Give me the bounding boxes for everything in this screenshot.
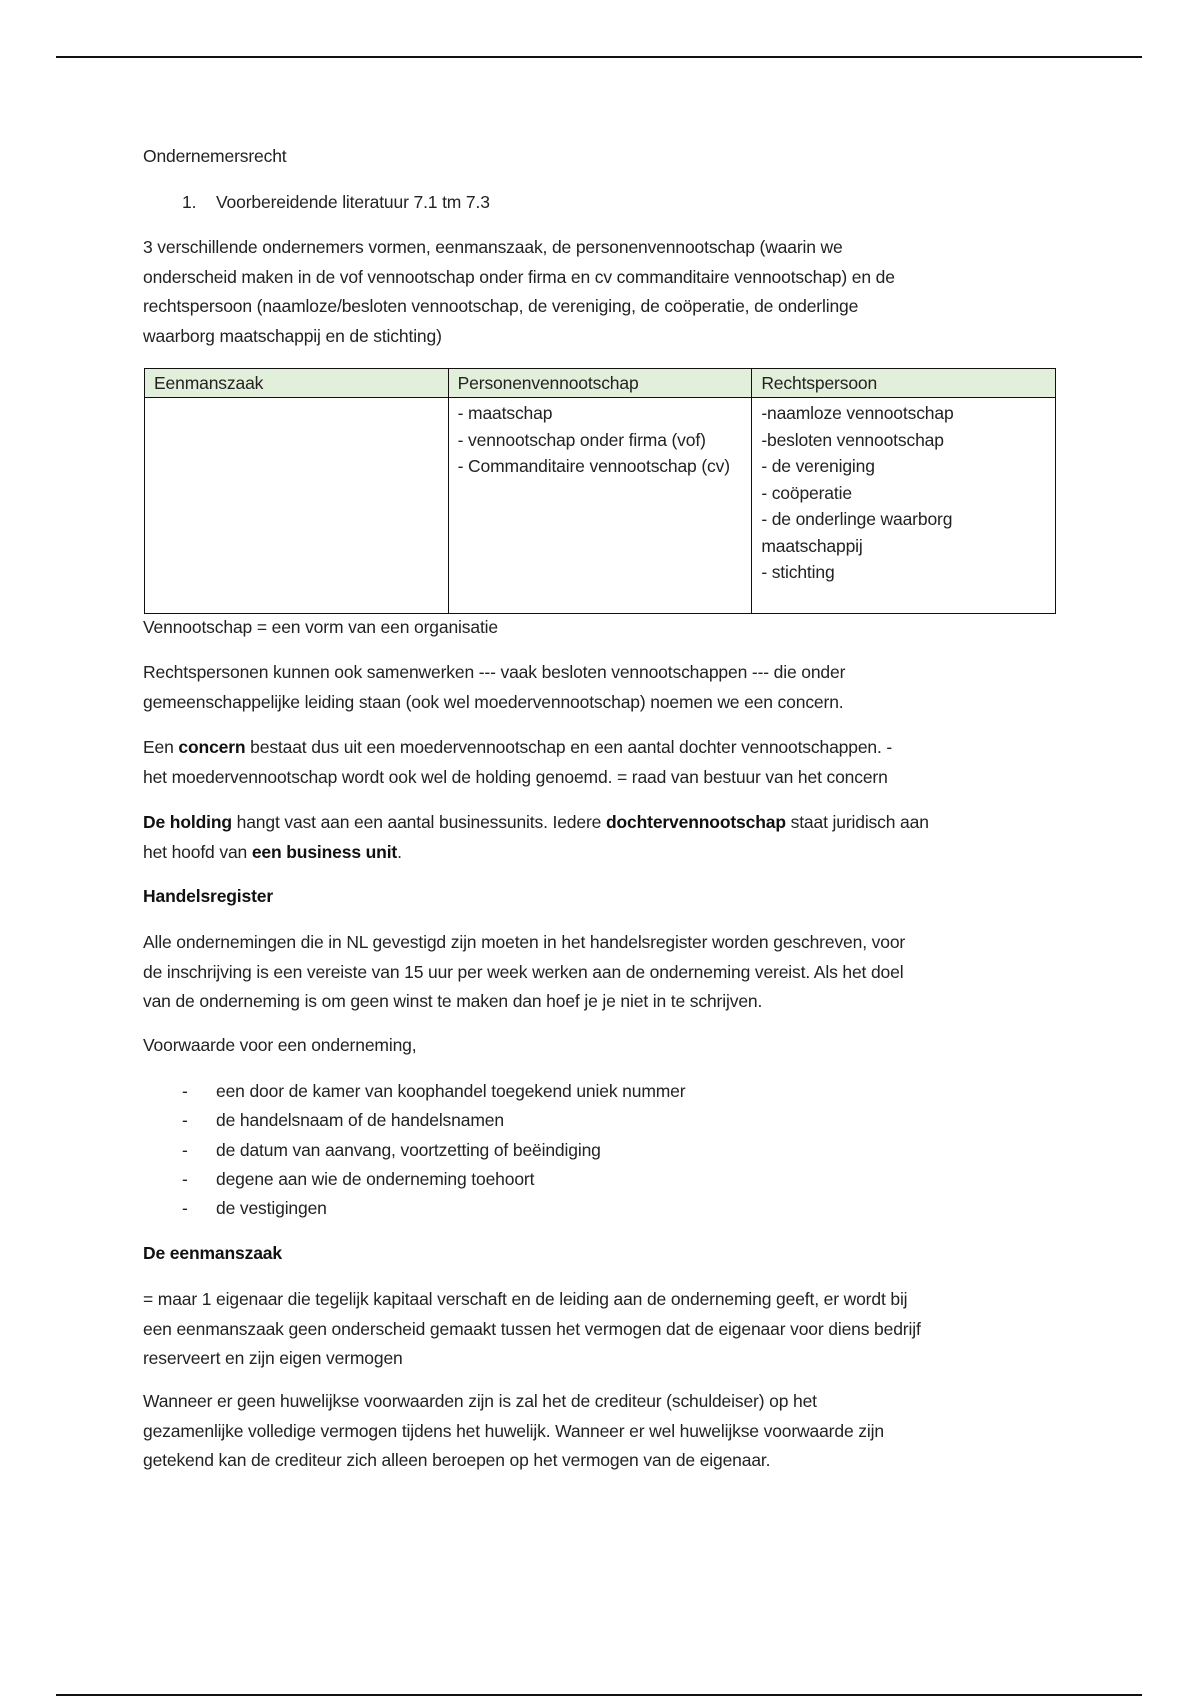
cell-item: - vennootschap onder firma (vof) [457, 429, 706, 450]
bullet-text: de handelsnaam of de handelsnamen [216, 1110, 504, 1131]
text-line: = maar 1 eigenaar die tegelijk kapitaal verschaft en de leiding aan de onderneming geeft, er wordt bij [143, 1289, 908, 1309]
bold-text: De holding [143, 812, 232, 832]
text-line: 3 verschillende ondernemers vormen, eenmanszaak, de personenvennootschap (waarin we [143, 237, 843, 257]
list-text: Voorbereidende literatuur 7.1 tm 7.3 [216, 192, 490, 212]
text-line: getekend kan de crediteur zich alleen beroepen op het vermogen van de eigenaar. [143, 1450, 771, 1470]
text-line: een eenmanszaak geen onderscheid gemaakt tussen het vermogen dat de eigenaar voor diens bedrijf [143, 1318, 921, 1339]
header-rule [56, 56, 1142, 58]
text: het hoofd van [143, 841, 252, 862]
text-line: rechtspersoon (naamloze/besloten vennootschap, de vereniging, de coöperatie, de onderlinge [143, 296, 859, 316]
text-line [143, 838, 929, 868]
cell-personenvennootschap [448, 398, 752, 614]
holding-paragraph [143, 808, 929, 867]
voorwaarde-bullet-list [182, 1077, 685, 1223]
bullet-text: de vestigingen [216, 1198, 327, 1219]
text-line: waarborg maatschappij en de stichting) [143, 325, 442, 346]
text-line [143, 733, 892, 763]
handelsregister-heading [143, 882, 273, 912]
cell-item: - coöperatie [761, 482, 852, 503]
bullet-text: de datum van aanvang, voortzetting of beëindiging [216, 1139, 601, 1160]
vennootschap-definition [143, 613, 498, 643]
document-title [143, 142, 287, 172]
cell-item: - de onderlinge waarborg maatschappij [761, 509, 953, 556]
cell-item: - stichting [761, 562, 835, 582]
heading-text: De eenmanszaak [143, 1243, 282, 1263]
bullet-item [182, 1165, 685, 1194]
text-line: gemeenschappelijke leiding staan (ook wel moedervennootschap) noemen we een concern. [143, 691, 844, 712]
text-line: van de onderneming is om geen winst te maken dan hoef je je niet in te schrijven. [143, 991, 763, 1011]
cell-item: -naamloze vennootschap [761, 403, 954, 423]
bullet-item [182, 1194, 685, 1223]
eenmanszaak-paragraph [143, 1285, 921, 1374]
header-eenmanszaak: Eenmanszaak [145, 369, 449, 398]
heading-text: Handelsregister [143, 886, 274, 906]
bullet-item [182, 1136, 685, 1165]
bullet-text: degene aan wie de onderneming toehoort [216, 1168, 535, 1189]
huwelijk-paragraph [143, 1387, 884, 1476]
handelsregister-paragraph [143, 928, 905, 1017]
eenmanszaak-heading [143, 1239, 282, 1269]
company-forms-table [144, 368, 1056, 614]
title-text: Ondernemersrecht [143, 146, 287, 166]
text-line: reserveert en zijn eigen vermogen [143, 1348, 403, 1368]
bullet-text: een door de kamer van koophandel toegekend uniek nummer [216, 1081, 686, 1101]
bullet-item [182, 1077, 685, 1106]
bold-text: een business unit [251, 841, 398, 862]
cell-item: - de vereniging [761, 456, 875, 476]
text-line: Wanneer er geen huwelijkse voorwaarden zijn is zal het de crediteur (schuldeiser) op het [143, 1391, 817, 1411]
cell-item: - Commanditaire vennootschap (cv) [457, 456, 730, 476]
text-line: Vennootschap = een vorm van een organisatie [143, 617, 498, 637]
header-personenvennootschap: Personenvennootschap [448, 369, 752, 398]
cell-item: -besloten vennootschap [761, 429, 944, 450]
dash-bullet-icon: - [182, 1081, 188, 1101]
concern-definition-paragraph [143, 733, 892, 792]
bold-text: concern [178, 737, 246, 757]
list-number: 1. [182, 192, 197, 212]
text: staat juridisch aan [785, 812, 929, 832]
dash-bullet-icon: - [182, 1168, 188, 1189]
text-line: Rechtspersonen kunnen ook samenwerken --- vaak besloten vennootschappen --- die onder [143, 662, 846, 682]
bold-text: dochtervennootschap [605, 812, 786, 832]
text-line: Voorwaarde voor een onderneming, [143, 1035, 417, 1055]
text: . [397, 841, 402, 862]
dash-bullet-icon: - [182, 1139, 188, 1160]
dash-bullet-icon: - [182, 1198, 188, 1219]
concern-paragraph [143, 658, 845, 717]
text: Een [143, 737, 179, 757]
cell-item: - maatschap [457, 403, 553, 423]
text-line: het moedervennootschap wordt ook wel de holding genoemd. = raad van bestuur van het concern [143, 766, 888, 787]
text-line: Alle ondernemingen die in NL gevestigd zijn moeten in het handelsregister worden geschreven, voor [143, 932, 906, 952]
cell-eenmanszaak [145, 398, 449, 614]
footer-rule [56, 1694, 1142, 1696]
text: hangt vast aan een aantal businessunits. Iedere [231, 812, 606, 832]
intro-paragraph [143, 233, 895, 351]
text-line [143, 808, 929, 838]
text: bestaat dus uit een moedervennootschap en een aantal dochter vennootschappen. - [245, 737, 893, 757]
text-line: de inschrijving is een vereiste van 15 uur per week werken aan de onderneming vereist. Als het doel [143, 961, 904, 982]
text-line: gezamenlijke volledige vermogen tijdens het huwelijk. Wanneer er wel huwelijkse voorwaarde zijn [143, 1420, 884, 1441]
bullet-item [182, 1106, 685, 1135]
header-rechtspersoon: Rechtspersoon [752, 369, 1056, 398]
cell-rechtspersoon [752, 398, 1056, 614]
text-line: onderscheid maken in de vof vennootschap onder firma en cv commanditaire vennootschap) en de [143, 266, 895, 287]
dash-bullet-icon: - [182, 1110, 188, 1131]
numbered-list-item [182, 188, 490, 218]
voorwaarde-line [143, 1031, 416, 1061]
